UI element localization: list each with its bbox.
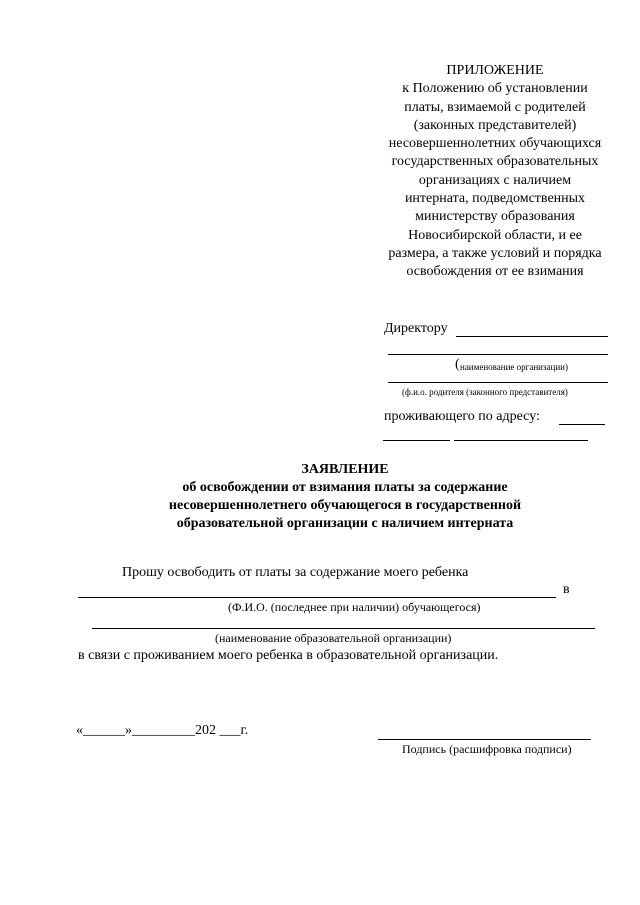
request-text: Прошу освободить от платы за содержание моего ребенка (122, 565, 469, 580)
appendix-line: государственных образовательных (391, 154, 599, 170)
parent-name-field[interactable] (388, 382, 608, 383)
appendix-line: размера, а также условий и порядка (388, 245, 602, 261)
organization-caption: наименование организации) (460, 362, 568, 372)
appendix-line: (законных представителей) (413, 117, 577, 133)
parent-caption: (ф.и.о. родителя (законного представителя) (402, 387, 568, 397)
appendix-line: освобождения от ее взимания (406, 264, 584, 280)
address-field-2[interactable] (383, 440, 450, 441)
title-line: образовательной организации с наличием интерната (176, 516, 514, 531)
appendix-line: платы, взимаемой с родителей (404, 99, 586, 115)
title-heading: ЗАЯВЛЕНИЕ (301, 462, 389, 477)
in-word: в (563, 582, 570, 597)
date-field[interactable]: «______»_________202 ___г. (76, 723, 249, 738)
student-name-field[interactable] (78, 597, 556, 598)
org-caption-paren: ( (455, 357, 460, 372)
address-field-1[interactable] (559, 424, 605, 425)
appendix-line: Новосибирской области, и ее (408, 227, 582, 243)
signature-caption: Подпись (расшифровка подписи) (402, 742, 572, 756)
director-label: Директору (384, 321, 448, 336)
appendix-line: несовершеннолетних обучающихся (388, 136, 602, 152)
director-name-field[interactable] (456, 336, 608, 337)
appendix-heading: ПРИЛОЖЕНИЕ (446, 63, 544, 78)
document-title (100, 461, 590, 533)
appendix-line: к Положению об установлении (402, 81, 588, 97)
appendix-line: интерната, подведомственных (404, 191, 586, 207)
appendix-line: министерству образования (415, 209, 575, 225)
school-caption: (наименование образовательной организации) (215, 631, 452, 645)
signature-field[interactable] (378, 739, 591, 740)
appendix-line: организациях с наличием (418, 172, 572, 188)
appendix-header (372, 62, 618, 282)
student-caption: (Ф.И.О. (последнее при наличии) обучающегося) (228, 600, 481, 614)
organization-name-field[interactable] (388, 354, 608, 355)
reason-text: в связи с проживанием моего ребенка в образовательной организации. (78, 648, 499, 663)
school-name-field[interactable] (92, 628, 595, 629)
address-label: проживающего по адресу: (384, 409, 540, 424)
title-line: об освобождении от взимания платы за содержание (182, 480, 508, 495)
address-field-3[interactable] (454, 440, 588, 441)
title-line: несовершеннолетнего обучающегося в государственной (168, 498, 522, 513)
